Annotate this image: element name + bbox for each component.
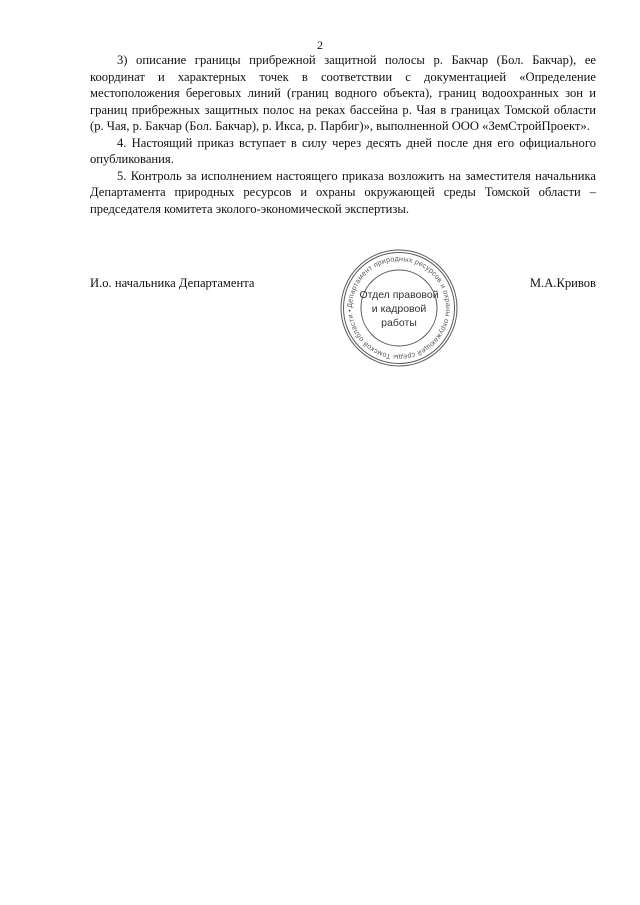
stamp-line-2: и кадровой [371, 303, 427, 315]
page-number: 2 [317, 38, 323, 52]
signer-name: М.А.Кривов [529, 276, 596, 290]
signer-title: И.о. начальника Департамента [90, 276, 255, 290]
paragraph-item-3: 3) описание границы прибрежной защитной полосы р. Бакчар (Бол. Бакчар), ее координат и характерных точек в соответствии с документацией «Определение местоположения береговых линий (границ водного объекта), границ водоохранных зон и границ прибрежных защитных полос на реках бассейна р. Чая в границах Томской области (р. Чая, р. Бакчар (Бол. Бакчар), р. Икса, р. Парбиг)», выполненной ООО «ЗемСтройПроект». [90, 53, 596, 133]
official-stamp [334, 244, 464, 372]
stamp-seal-icon [334, 244, 464, 372]
paragraph-item-4: 4. Настоящий приказ вступает в силу через десять дней после дня его официального опубликования. [90, 135, 596, 166]
stamp-ring-text: Департамент природных ресурсов и охраны окружающей среды Томской области • [344, 253, 454, 363]
stamp-line-1: Отдел правовой [359, 289, 439, 301]
paragraph-item-5: 5. Контроль за исполнением настоящего приказа возложить на заместителя начальника Департамента природных ресурсов и охраны окружающей среды Томской области – председателя комитета эколого-экономической экспертизы. [90, 168, 596, 216]
order-body [90, 52, 596, 217]
stamp-line-3: работы [381, 317, 417, 329]
